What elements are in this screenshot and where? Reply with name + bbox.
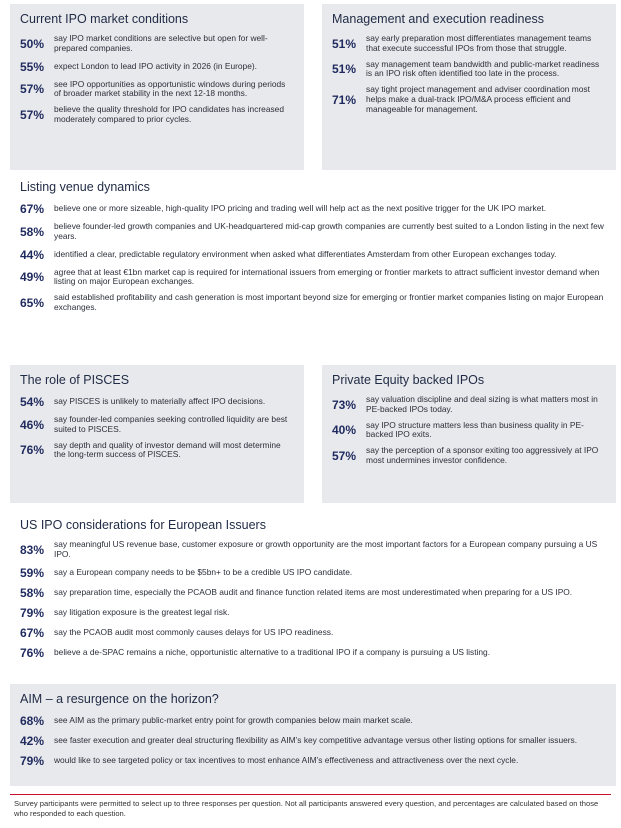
stat-percent: 50% bbox=[20, 36, 45, 51]
panel-aim bbox=[10, 684, 616, 786]
stat-percent: 40% bbox=[332, 423, 357, 438]
stat-text: say the PCAOB audit most commonly causes delays for US IPO readiness. bbox=[54, 626, 334, 637]
stat-row bbox=[20, 754, 606, 768]
stat-percent: 54% bbox=[20, 395, 45, 409]
stat-row bbox=[20, 248, 606, 262]
stat-row bbox=[332, 395, 606, 415]
panel-us-ipo bbox=[10, 510, 616, 680]
stat-percent: 55% bbox=[20, 59, 45, 74]
stat-row bbox=[20, 606, 606, 620]
panel-pisces bbox=[10, 365, 304, 503]
stat-text: say IPO market conditions are selective but open for well-prepared companies. bbox=[54, 33, 268, 53]
stat-row bbox=[20, 441, 294, 461]
stat-text: believe one or more sizeable, high-quality IPO pricing and trading well will help act as the next positive trigger for the UK IPO market. bbox=[54, 203, 547, 214]
stat-percent: 46% bbox=[20, 417, 45, 432]
section-title: Current IPO market conditions bbox=[20, 12, 189, 26]
stat-row bbox=[332, 34, 606, 54]
stat-text: say meaningful US revenue base, customer exposure or growth opportunity are the most important factors for a European company pursuing a US IPO. bbox=[54, 539, 598, 559]
stat-percent: 57% bbox=[332, 448, 357, 463]
stat-row bbox=[20, 202, 606, 216]
section-title: Management and execution readiness bbox=[332, 12, 544, 26]
stat-text: say tight project management and adviser coordination most helps make a dual-track IPO/M&A process efficient and manageable for management. bbox=[366, 84, 590, 114]
stat-row bbox=[332, 421, 606, 441]
stat-row bbox=[20, 293, 606, 313]
stat-text: see faster execution and greater deal structuring flexibility as AIM’s key competitive advantage versus other listing options for smaller issuers. bbox=[54, 735, 578, 746]
stat-text: say litigation exposure is the greatest legal risk. bbox=[54, 606, 230, 617]
stat-row bbox=[20, 626, 606, 640]
section-title: Private Equity backed IPOs bbox=[332, 373, 485, 387]
stat-percent: 71% bbox=[332, 92, 357, 107]
panel-management-readiness bbox=[322, 4, 616, 170]
stat-text: say a European company needs to be $5bn+ to be a credible US IPO candidate. bbox=[54, 566, 353, 577]
stat-row bbox=[20, 105, 294, 125]
stat-percent: 68% bbox=[20, 714, 45, 728]
stat-text: say PISCES is unlikely to materially affect IPO decisions. bbox=[54, 396, 266, 407]
stat-text: see IPO opportunities as opportunistic windows during periods of broader market stability in the next 12-18 months. bbox=[54, 78, 286, 99]
section-title: AIM – a resurgence on the horizon? bbox=[20, 692, 219, 706]
stat-percent: 51% bbox=[332, 36, 357, 51]
stat-row bbox=[20, 34, 294, 54]
stat-percent: 76% bbox=[20, 645, 45, 660]
stat-text: agree that at least €1bn market cap is required for international issuers from emerging or frontier markets to attract sufficient investor demand when listing on major European exchanges. bbox=[54, 266, 600, 287]
section-title: US IPO considerations for European Issuers bbox=[20, 518, 266, 532]
stat-percent: 44% bbox=[20, 247, 45, 262]
stat-text: identified a clear, predictable regulatory environment when asked what differentiates Amsterdam from other European exchanges today. bbox=[54, 248, 557, 259]
stat-row bbox=[20, 540, 606, 560]
stat-percent: 79% bbox=[20, 754, 45, 768]
stat-text: believe a de-SPAC remains a niche, opportunistic alternative to a traditional IPO if a company is pursuing a US listing. bbox=[54, 646, 491, 657]
stat-text: say founder-led companies seeking controlled liquidity are best suited to PISCES. bbox=[54, 414, 288, 434]
stat-text: expect London to lead IPO activity in 2026 (in Europe). bbox=[54, 60, 257, 71]
stat-text: say early preparation most differentiates management teams that execute successful IPOs from those that struggle. bbox=[366, 33, 592, 53]
stat-row bbox=[20, 646, 606, 660]
stat-percent: 42% bbox=[20, 734, 45, 748]
stat-row bbox=[20, 415, 294, 435]
stat-text: believe the quality threshold for IPO candidates has increased moderately compared to prior cycles. bbox=[54, 104, 284, 124]
stat-percent: 83% bbox=[20, 542, 45, 557]
stat-percent: 57% bbox=[20, 82, 45, 97]
stat-text: say valuation discipline and deal sizing is what matters most in PE-backed IPOs today. bbox=[366, 394, 598, 414]
stat-row bbox=[20, 268, 606, 288]
stat-percent: 67% bbox=[20, 202, 45, 216]
footer-divider bbox=[10, 794, 611, 795]
stat-row bbox=[20, 60, 294, 74]
stat-row bbox=[20, 586, 606, 600]
stat-percent: 58% bbox=[20, 224, 45, 239]
stat-row bbox=[20, 80, 294, 100]
section-title: The role of PISCES bbox=[20, 373, 130, 387]
stat-text: see AIM as the primary public-market entry point for growth companies below main market scale. bbox=[54, 715, 413, 726]
stat-row bbox=[20, 734, 606, 748]
stat-percent: 73% bbox=[332, 397, 357, 412]
stat-text: believe founder-led growth companies and UK-headquartered mid-cap growth companies are currently best suited to a London listing in the next few years. bbox=[54, 221, 604, 241]
stat-text: would like to see targeted policy or tax incentives to most enhance AIM’s effectiveness and attractiveness over the next cycle. bbox=[54, 755, 519, 766]
stat-percent: 67% bbox=[20, 625, 45, 640]
stat-percent: 57% bbox=[20, 107, 45, 122]
panel-listing-venue bbox=[10, 172, 616, 356]
stat-text: said established profitability and cash generation is most important beyond size for emerging or frontier market companies listing on major European exchanges. bbox=[54, 292, 604, 312]
section-title: Listing venue dynamics bbox=[20, 180, 150, 194]
stat-row bbox=[332, 60, 606, 80]
footnote: Survey participants were permitted to select up to three responses per question. Not all participants answered every question, and percentages are calculated based on those who responded to each question. bbox=[14, 799, 599, 818]
stat-row bbox=[20, 714, 606, 728]
stat-row bbox=[20, 566, 606, 580]
stat-row bbox=[332, 85, 606, 114]
stat-text: say preparation time, especially the PCAOB audit and finance function related items are most underestimated when preparing for a US IPO. bbox=[54, 586, 573, 597]
panel-current-conditions bbox=[10, 4, 304, 170]
stat-percent: 65% bbox=[20, 295, 45, 310]
stat-row bbox=[332, 446, 606, 466]
stat-percent: 49% bbox=[20, 270, 45, 285]
panel-private-equity bbox=[322, 365, 616, 503]
stat-text: say IPO structure matters less than business quality in PE-backed IPO exits. bbox=[366, 419, 584, 440]
stat-percent: 79% bbox=[20, 605, 45, 620]
stat-row bbox=[20, 222, 606, 242]
stat-text: say depth and quality of investor demand will most determine the long-term success of PISCES. bbox=[54, 439, 281, 460]
stat-row bbox=[20, 395, 294, 409]
stat-percent: 58% bbox=[20, 585, 45, 600]
stat-text: say management team bandwidth and public-market readiness is an IPO risk often identified too late in the process. bbox=[366, 58, 600, 79]
stat-text: say the perception of a sponsor exiting too aggressively at IPO most undermines investor confidence. bbox=[366, 445, 599, 465]
stat-percent: 76% bbox=[20, 443, 45, 458]
stat-percent: 51% bbox=[332, 62, 357, 77]
stat-percent: 59% bbox=[20, 565, 45, 580]
